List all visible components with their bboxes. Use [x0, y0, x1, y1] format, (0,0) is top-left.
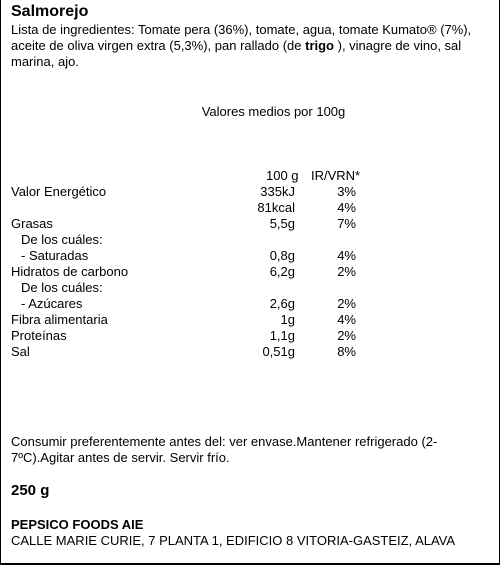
nutrient-amount: 2,6g	[269, 296, 295, 311]
nutrient-label: Valor Energético	[11, 184, 107, 199]
nutrient-vrn: 4%	[337, 312, 356, 327]
nutrition-row	[11, 232, 391, 248]
nutrient-vrn: 2%	[337, 296, 356, 311]
nutrient-label: Hidratos de carbono	[11, 264, 129, 279]
nutrient-label: Fibra alimentaria	[11, 312, 108, 327]
nutrient-label: Sal	[11, 344, 30, 359]
storage-instructions: Consumir preferentemente antes del: ver envase.Mantener refrigerado (2-7ºC).Agitar antes de servir. Servir frío.	[11, 434, 438, 465]
nutrient-label: Grasas	[11, 216, 53, 231]
nutrition-row	[11, 280, 391, 296]
nutrient-label: - Saturadas	[21, 248, 89, 263]
nutrient-vrn: 8%	[337, 344, 356, 359]
nutrient-vrn: 3%	[337, 184, 356, 199]
nutrient-label: - Azúcares	[21, 296, 83, 311]
nutrient-vrn: 4%	[337, 248, 356, 263]
ingredients-text-after: ), vinagre de vino, sal marina, ajo.	[11, 38, 462, 69]
company-name: PEPSICO FOODS AIE	[11, 517, 144, 532]
nutrient-vrn: 7%	[337, 216, 356, 231]
nutrient-amount: 0,51g	[262, 344, 295, 359]
nutrient-amount: 0,8g	[269, 248, 295, 263]
nutrition-header-row	[11, 168, 391, 184]
product-title: Salmorejo	[11, 3, 89, 20]
nutrient-label: Proteínas	[11, 328, 67, 343]
nutrient-amount: 81kcal	[257, 200, 295, 215]
nutrition-row	[11, 344, 391, 360]
nutrient-label: De los cuáles:	[21, 280, 103, 295]
nutrition-row	[11, 200, 391, 216]
nutrition-row	[11, 216, 391, 232]
column-header-100g: 100 g	[266, 168, 299, 183]
nutrition-row	[11, 184, 391, 200]
nutrient-vrn: 2%	[337, 264, 356, 279]
nutrition-row	[11, 328, 391, 344]
nutrient-label: De los cuáles:	[21, 232, 103, 247]
nutrient-vrn: 2%	[337, 328, 356, 343]
nutrition-row	[11, 312, 391, 328]
nutrition-table	[11, 168, 391, 360]
nutrient-vrn: 4%	[337, 200, 356, 215]
company-address: CALLE MARIE CURIE, 7 PLANTA 1, EDIFICIO 8 VITORIA-GASTEIZ, ALAVA	[11, 533, 456, 548]
net-weight: 250 g	[11, 482, 50, 499]
nutrient-amount: 5,5g	[269, 216, 295, 231]
nutrition-heading: Valores medios por 100g	[201, 104, 346, 119]
nutrition-row	[11, 296, 391, 312]
nutrient-amount: 1,1g	[269, 328, 295, 343]
nutrient-amount: 1g	[280, 312, 295, 327]
ingredients-text-before: Lista de ingredientes: Tomate pera (36%), tomate, agua, tomate Kumato® (7%), aceite de oliva virgen extra (5,3%), pan rallado (de	[11, 22, 472, 53]
nutrition-row	[11, 248, 391, 264]
ingredients-list	[11, 22, 491, 70]
nutrition-rows	[11, 184, 391, 360]
nutrition-row	[11, 264, 391, 280]
nutrient-amount: 6,2g	[269, 264, 295, 279]
nutrient-amount: 335kJ	[260, 184, 295, 199]
column-header-vrn: IR/VRN*	[311, 168, 361, 183]
allergen-highlight: trigo	[305, 38, 334, 53]
